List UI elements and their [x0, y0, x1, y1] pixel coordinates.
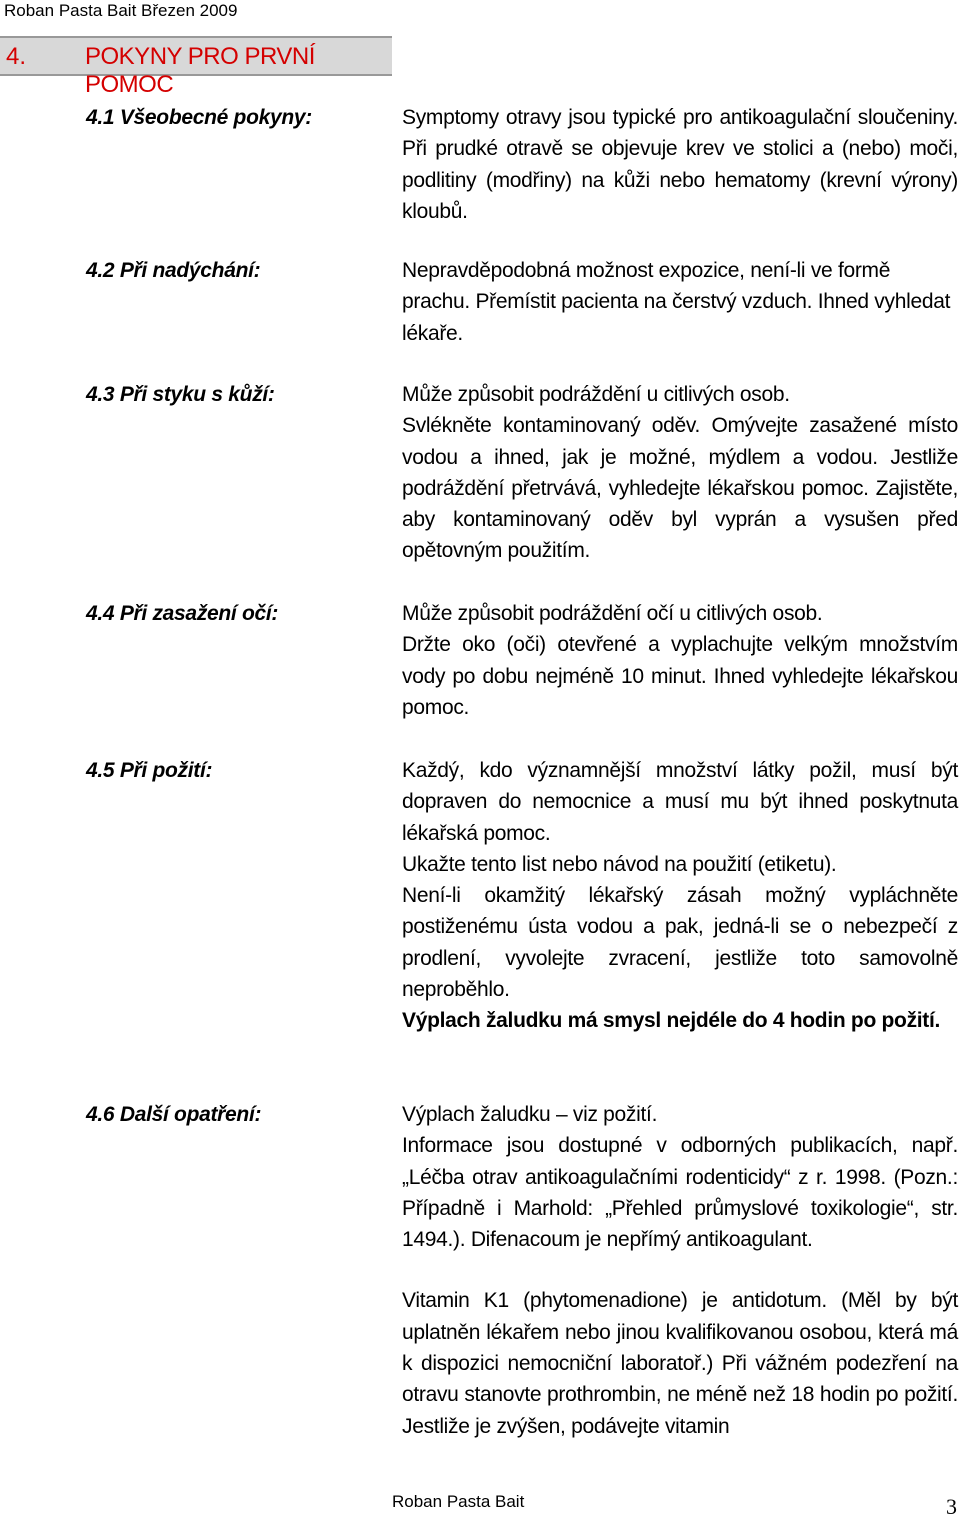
page-header: Roban Pasta Bait Březen 2009	[4, 1, 238, 20]
paragraph: Ukažte tento list nebo návod na použití (etiketu).	[402, 852, 837, 876]
paragraph: Informace jsou dostupné v odborných publikacích, např. „Léčba otrav antikoagulačními rodenticidy“ z r. 1998. (Pozn.: Případně i Marhold: „Přehled průmyslové toxikologie“, str. 1494.). Difenacoum je nepřímý antikoagulant.	[402, 1134, 958, 1252]
paragraph-bold: Výplach žaludku má smysl nejdéle do 4 hodin po požití.	[402, 1009, 941, 1033]
page-number: 3	[946, 1494, 957, 1519]
subsection-label: 4.6 Další opatření:	[86, 1103, 262, 1126]
subsection-label: 4.5 Při požití:	[86, 759, 213, 782]
subsection-body	[402, 598, 958, 723]
section-title-bar	[0, 36, 392, 98]
paragraph: Svlékněte kontaminovaný oděv. Omývejte zasažené místo vodou a ihned, jak je možné, mýdlem a vodou. Jestliže podráždění přetrvává, vyhledejte lékařskou pomoc. Zajistěte, aby kontaminovaný oděv byl vyprán a vysušen před opětovným použitím.	[402, 414, 958, 563]
section-number: 4.	[6, 43, 27, 70]
section-title: POKYNY PRO PRVNÍ POMOC	[85, 43, 315, 98]
paragraph: Nepravděpodobná možnost expozice, není-li ve formě prachu. Přemístit pacienta na čerstvý vzduch. Ihned vyhledat lékaře.	[402, 259, 951, 345]
paragraph: Symptomy otravy jsou typické pro antikoagulační sloučeniny. Při prudké otravě se objevuje krev ve stolici a (nebo) moči, podlitiny (modřiny) na kůži nebo hematomy (krevní výrony) kloubů.	[402, 106, 958, 223]
subsection-label: 4.3 Při styku s kůží:	[86, 383, 275, 406]
paragraph: Držte oko (oči) otevřené a vyplachujte velkým množstvím vody po dobu nejméně 10 minut. Ihned vyhledejte lékařskou pomoc.	[402, 633, 958, 719]
subsection-label: 4.4 Při zasažení očí:	[86, 602, 279, 625]
paragraph: Není-li okamžitý lékařský zásah možný vypláchněte postiženému ústa vodou a pak, jedná-li se o nebezpečí z prodlení, vyvolejte zvracení, jestliže toto samovolně neproběhlo.	[402, 884, 958, 1002]
subsection-body	[402, 1099, 958, 1442]
page-footer: Roban Pasta Bait	[392, 1492, 525, 1511]
paragraph: Výplach žaludku – viz požití.	[402, 1103, 658, 1126]
subsection-body	[402, 102, 958, 227]
paragraph: Může způsobit podráždění u citlivých osob.	[402, 383, 790, 406]
subsection-body	[402, 379, 958, 567]
paragraph: Vitamin K1 (phytomenadione) je antidotum. (Měl by být uplatněn lékařem nebo jinou kvalifikovanou osobou, která má k dispozici nemocniční laboratoř.) Při vážném podezření na otravu stanovte prothrombin, ne méně než 18 hodin po požití. Jestliže je zvýšen, podávejte vitamin	[402, 1289, 958, 1438]
subsection-body	[402, 755, 958, 1037]
subsection-label: 4.2 Při nadýchání:	[86, 259, 261, 282]
subsection-body	[402, 255, 958, 349]
subsection-label: 4.1 Všeobecné pokyny:	[86, 106, 312, 129]
paragraph: Každý, kdo významnější množství látky požil, musí být dopraven do nemocnice a musí mu být ihned poskytnuta lékařská pomoc.	[402, 759, 958, 845]
paragraph: Může způsobit podráždění očí u citlivých osob.	[402, 602, 823, 625]
